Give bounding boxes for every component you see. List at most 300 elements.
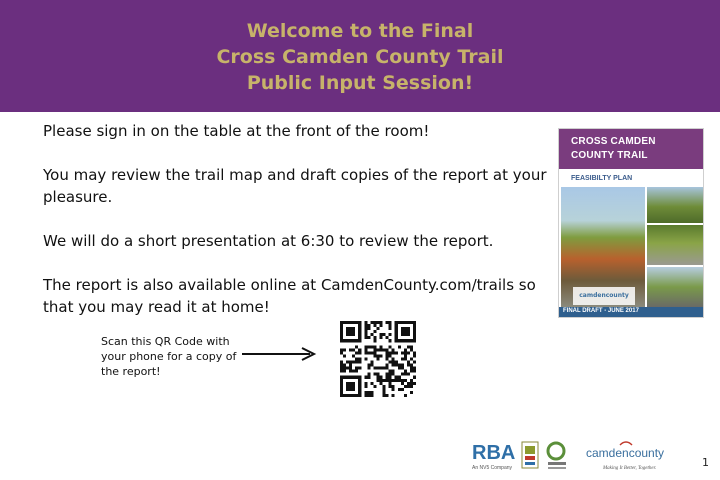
qr-module xyxy=(346,321,349,324)
qr-module xyxy=(367,367,370,370)
qr-module xyxy=(380,345,383,348)
qr-module xyxy=(376,348,379,351)
qr-module xyxy=(355,370,358,373)
qr-module xyxy=(407,321,410,324)
qr-module xyxy=(389,333,392,336)
qr-module xyxy=(398,364,401,367)
qr-module xyxy=(352,321,355,324)
qr-module xyxy=(413,324,416,327)
qr-module xyxy=(413,382,416,385)
qr-module xyxy=(383,333,386,336)
qr-module xyxy=(398,367,401,370)
qr-module xyxy=(343,348,346,351)
qr-module xyxy=(389,376,392,379)
qr-module xyxy=(404,394,407,397)
qr-module xyxy=(346,394,349,397)
cover-title-line-2: COUNTY TRAIL xyxy=(571,150,648,161)
cover-photo-street xyxy=(647,267,703,307)
qr-module xyxy=(386,364,389,367)
qr-module xyxy=(364,321,367,324)
qr-module xyxy=(392,364,395,367)
qr-module xyxy=(352,382,355,385)
qr-module xyxy=(358,388,361,391)
qr-module xyxy=(349,361,352,364)
qr-module xyxy=(404,357,407,360)
qr-module xyxy=(358,336,361,339)
qr-module xyxy=(395,327,398,330)
qr-module xyxy=(352,339,355,342)
cover-photo-trees xyxy=(647,187,703,223)
qr-module xyxy=(352,330,355,333)
qr-module xyxy=(349,370,352,373)
qr-module xyxy=(410,370,413,373)
qr-module xyxy=(383,391,386,394)
qr-module xyxy=(407,364,410,367)
cover-title xyxy=(571,135,656,163)
qr-module xyxy=(389,324,392,327)
qr-module xyxy=(358,330,361,333)
qr-module xyxy=(355,357,358,360)
instructions xyxy=(43,120,553,318)
qr-module xyxy=(392,379,395,382)
qr-module xyxy=(346,382,349,385)
qr-module xyxy=(349,394,352,397)
qr-module xyxy=(358,394,361,397)
qr-module xyxy=(383,394,386,397)
qr-module xyxy=(346,333,349,336)
qr-module xyxy=(410,348,413,351)
qr-module xyxy=(364,330,367,333)
qr-module xyxy=(364,348,367,351)
qr-module xyxy=(355,367,358,370)
cover-subtitle: FEASIBILTY PLAN xyxy=(571,175,633,182)
qr-module xyxy=(355,345,358,348)
qr-module xyxy=(380,376,383,379)
qr-module xyxy=(349,364,352,367)
qr-module xyxy=(386,354,389,357)
qr-module xyxy=(413,367,416,370)
qr-module xyxy=(413,327,416,330)
qr-module xyxy=(413,339,416,342)
qr-module xyxy=(401,379,404,382)
qr-module xyxy=(410,357,413,360)
qr-module xyxy=(358,351,361,354)
qr-module xyxy=(395,364,398,367)
qr-module xyxy=(404,339,407,342)
qr-module xyxy=(364,394,367,397)
qr-module xyxy=(398,339,401,342)
qr-module xyxy=(383,385,386,388)
cover-footer-band xyxy=(559,307,704,318)
qr-module xyxy=(352,388,355,391)
qr-module xyxy=(358,333,361,336)
qr-module xyxy=(404,348,407,351)
report-cover-image xyxy=(558,128,704,318)
qr-module xyxy=(373,339,376,342)
qr-module xyxy=(376,373,379,376)
rba-logo-subtext: An NV5 Company xyxy=(472,465,513,471)
qr-module xyxy=(392,348,395,351)
qr-module xyxy=(349,330,352,333)
qr-module xyxy=(395,324,398,327)
qr-module xyxy=(395,351,398,354)
qr-module xyxy=(395,376,398,379)
qr-module xyxy=(386,351,389,354)
qr-module xyxy=(373,351,376,354)
qr-module xyxy=(373,367,376,370)
qr-module xyxy=(364,376,367,379)
qr-module xyxy=(352,333,355,336)
qr-module xyxy=(380,324,383,327)
qr-module xyxy=(364,357,367,360)
qr-module xyxy=(410,364,413,367)
qr-module xyxy=(386,373,389,376)
qr-module xyxy=(392,373,395,376)
qr-module xyxy=(380,379,383,382)
qr-module xyxy=(346,388,349,391)
qr-module xyxy=(355,394,358,397)
qr-module xyxy=(373,336,376,339)
qr-module xyxy=(349,385,352,388)
qr-module xyxy=(413,354,416,357)
qr-module xyxy=(413,330,416,333)
qr-module xyxy=(349,339,352,342)
qr-module xyxy=(395,379,398,382)
qr-module xyxy=(343,376,346,379)
qr-module xyxy=(376,354,379,357)
qr-module xyxy=(410,345,413,348)
title-banner xyxy=(0,0,720,112)
qr-module xyxy=(358,327,361,330)
qr-module xyxy=(358,348,361,351)
qr-module xyxy=(349,348,352,351)
qr-module xyxy=(340,391,343,394)
qr-module xyxy=(358,339,361,342)
qr-module xyxy=(370,394,373,397)
qr-module xyxy=(389,354,392,357)
qr-module xyxy=(370,321,373,324)
qr-module xyxy=(401,367,404,370)
qr-module xyxy=(349,333,352,336)
qr-module xyxy=(407,330,410,333)
qr-module xyxy=(410,385,413,388)
qr-module xyxy=(386,357,389,360)
qr-module xyxy=(383,388,386,391)
qr-module xyxy=(392,394,395,397)
cover-photo-path xyxy=(647,225,703,265)
qr-module xyxy=(373,354,376,357)
camden-county-logo xyxy=(586,442,664,471)
qr-module xyxy=(401,357,404,360)
qr-module xyxy=(401,364,404,367)
qr-module xyxy=(340,336,343,339)
qr-module xyxy=(367,373,370,376)
qr-module xyxy=(392,357,395,360)
qr-module xyxy=(346,327,349,330)
qr-module xyxy=(392,351,395,354)
qr-module xyxy=(401,351,404,354)
qr-module xyxy=(349,327,352,330)
title-line-1: Welcome to the Final xyxy=(246,20,474,42)
qr-module xyxy=(401,339,404,342)
qr-module xyxy=(346,361,349,364)
qr-module xyxy=(352,354,355,357)
qr-module xyxy=(386,394,389,397)
qr-module xyxy=(404,333,407,336)
qr-module xyxy=(410,339,413,342)
qr-module xyxy=(340,321,343,324)
qr-module xyxy=(413,333,416,336)
qr-module xyxy=(340,394,343,397)
qr-module xyxy=(358,324,361,327)
qr-module xyxy=(413,336,416,339)
qr-module xyxy=(389,379,392,382)
qr-module xyxy=(370,382,373,385)
qr-module xyxy=(389,361,392,364)
qr-module xyxy=(352,394,355,397)
qr-module xyxy=(358,391,361,394)
title-line-3: Public Input Session! xyxy=(246,72,474,94)
qr-module xyxy=(340,351,343,354)
qr-module xyxy=(380,348,383,351)
qr-module xyxy=(373,330,376,333)
qr-module xyxy=(367,345,370,348)
qr-module xyxy=(389,382,392,385)
qr-module xyxy=(376,376,379,379)
qr-module xyxy=(358,382,361,385)
qr-module xyxy=(358,361,361,364)
qr-module xyxy=(340,379,343,382)
qr-module xyxy=(349,367,352,370)
qr-module xyxy=(364,351,367,354)
qr-module xyxy=(340,330,343,333)
qr-module xyxy=(389,327,392,330)
qr-module xyxy=(407,385,410,388)
qr-module xyxy=(407,333,410,336)
qr-module xyxy=(340,348,343,351)
cover-logo: camdencounty xyxy=(573,287,635,305)
rba-logo xyxy=(472,442,515,471)
qr-module xyxy=(358,367,361,370)
qr-module xyxy=(352,327,355,330)
qr-module xyxy=(340,324,343,327)
qr-module xyxy=(401,330,404,333)
qr-module xyxy=(364,385,367,388)
qr-module xyxy=(352,385,355,388)
qr-module xyxy=(358,385,361,388)
qr-module xyxy=(346,376,349,379)
qr-module xyxy=(401,321,404,324)
paragraph-presentation: We will do a short presentation at 6:30 to review the report. xyxy=(43,232,494,250)
qr-module xyxy=(398,379,401,382)
qr-module xyxy=(407,361,410,364)
qr-module xyxy=(407,351,410,354)
qr-module xyxy=(340,382,343,385)
qr-module xyxy=(340,370,343,373)
qr-module xyxy=(404,373,407,376)
qr-module xyxy=(346,367,349,370)
paragraph-review: You may review the trail map and draft copies of the report at your pleasure. xyxy=(43,166,547,206)
qr-module xyxy=(346,385,349,388)
qr-module xyxy=(358,321,361,324)
qr-module xyxy=(340,364,343,367)
qr-module xyxy=(413,361,416,364)
qr-module xyxy=(352,376,355,379)
qr-module xyxy=(395,321,398,324)
qr-module xyxy=(352,361,355,364)
rba-logo-text: RBA xyxy=(472,442,516,464)
qr-module xyxy=(392,370,395,373)
qr-module xyxy=(401,333,404,336)
qr-module xyxy=(373,348,376,351)
qr-module xyxy=(392,361,395,364)
qr-module xyxy=(340,339,343,342)
qr-module xyxy=(367,364,370,367)
qr-module xyxy=(340,327,343,330)
qr-module xyxy=(404,330,407,333)
qr-module xyxy=(343,370,346,373)
county-seal-logo xyxy=(522,442,538,468)
qr-module xyxy=(355,339,358,342)
qr-module xyxy=(398,388,401,391)
qr-module xyxy=(367,391,370,394)
qr-module xyxy=(386,336,389,339)
qr-module xyxy=(401,327,404,330)
qr-module xyxy=(355,376,358,379)
qr-module xyxy=(352,348,355,351)
qr-module xyxy=(376,379,379,382)
qr-module xyxy=(364,345,367,348)
qr-module xyxy=(370,333,373,336)
qr-module xyxy=(380,367,383,370)
qr-module xyxy=(395,339,398,342)
qr-module xyxy=(343,364,346,367)
qr-module xyxy=(386,379,389,382)
qr-module xyxy=(407,327,410,330)
qr-module xyxy=(370,345,373,348)
qr-module xyxy=(389,339,392,342)
qr-module xyxy=(373,345,376,348)
qr-module xyxy=(355,351,358,354)
qr-module xyxy=(389,370,392,373)
arrow-right-icon xyxy=(240,346,320,362)
qr-module xyxy=(343,354,346,357)
qr-module xyxy=(367,336,370,339)
qr-module xyxy=(404,370,407,373)
qr-module xyxy=(349,376,352,379)
qr-module xyxy=(389,385,392,388)
qr-module xyxy=(401,382,404,385)
qr-module xyxy=(404,327,407,330)
qr-module xyxy=(410,391,413,394)
qr-module xyxy=(349,388,352,391)
qr-module xyxy=(373,373,376,376)
qr-module xyxy=(410,321,413,324)
qr-module xyxy=(404,351,407,354)
qr-module xyxy=(398,376,401,379)
qr-module xyxy=(386,348,389,351)
qr-module xyxy=(410,382,413,385)
qr-module xyxy=(370,364,373,367)
qr-module xyxy=(383,379,386,382)
qr-module xyxy=(364,336,367,339)
qr-module xyxy=(358,376,361,379)
qr-module xyxy=(367,394,370,397)
qr-module xyxy=(364,391,367,394)
qr-module xyxy=(413,321,416,324)
qr-module xyxy=(364,382,367,385)
qr-module xyxy=(404,379,407,382)
qr-module xyxy=(398,321,401,324)
qr-module xyxy=(413,370,416,373)
qr-module xyxy=(413,376,416,379)
qr-module xyxy=(346,330,349,333)
qr-module xyxy=(395,330,398,333)
qr-module xyxy=(392,385,395,388)
qr-module xyxy=(386,367,389,370)
qr-module xyxy=(340,367,343,370)
qr-module xyxy=(376,321,379,324)
qr-module xyxy=(407,339,410,342)
qr-module xyxy=(355,361,358,364)
qr-module xyxy=(376,367,379,370)
qr-code-image[interactable] xyxy=(340,321,416,397)
qr-module xyxy=(386,321,389,324)
commission-logo xyxy=(548,443,566,469)
qr-module xyxy=(370,391,373,394)
qr-module xyxy=(380,333,383,336)
qr-module xyxy=(392,388,395,391)
qr-module xyxy=(343,321,346,324)
qr-module xyxy=(376,357,379,360)
qr-module xyxy=(370,351,373,354)
qr-module xyxy=(401,373,404,376)
qr-module xyxy=(364,333,367,336)
qr-module xyxy=(383,348,386,351)
qr-module xyxy=(340,376,343,379)
qr-module xyxy=(358,379,361,382)
qr-module xyxy=(340,388,343,391)
qr-module xyxy=(373,385,376,388)
qr-module xyxy=(398,345,401,348)
camden-county-tagline: Making It Better, Together. xyxy=(603,466,657,471)
qr-module xyxy=(380,382,383,385)
qr-module xyxy=(364,324,367,327)
qr-module xyxy=(370,361,373,364)
qr-module xyxy=(380,321,383,324)
qr-module xyxy=(349,382,352,385)
cover-footer-text: FINAL DRAFT - JUNE 2017 xyxy=(563,308,639,314)
qr-module xyxy=(367,376,370,379)
cover-title-line-1: CROSS CAMDEN xyxy=(571,136,656,147)
qr-module xyxy=(407,382,410,385)
qr-module xyxy=(389,351,392,354)
qr-module xyxy=(352,370,355,373)
qr-module xyxy=(343,394,346,397)
paragraph-online: The report is also available online at CamdenCounty.com/trails so that you may read it at home! xyxy=(43,276,536,316)
qr-module xyxy=(395,333,398,336)
qr-module xyxy=(386,376,389,379)
qr-module xyxy=(401,388,404,391)
qr-module xyxy=(407,345,410,348)
qr-module xyxy=(355,321,358,324)
qr-caption: Scan this QR Code with your phone for a copy of the report! xyxy=(101,335,237,378)
qr-module xyxy=(358,357,361,360)
page-number: 1 xyxy=(702,456,709,469)
qr-module xyxy=(410,379,413,382)
qr-module xyxy=(404,354,407,357)
qr-module xyxy=(367,351,370,354)
